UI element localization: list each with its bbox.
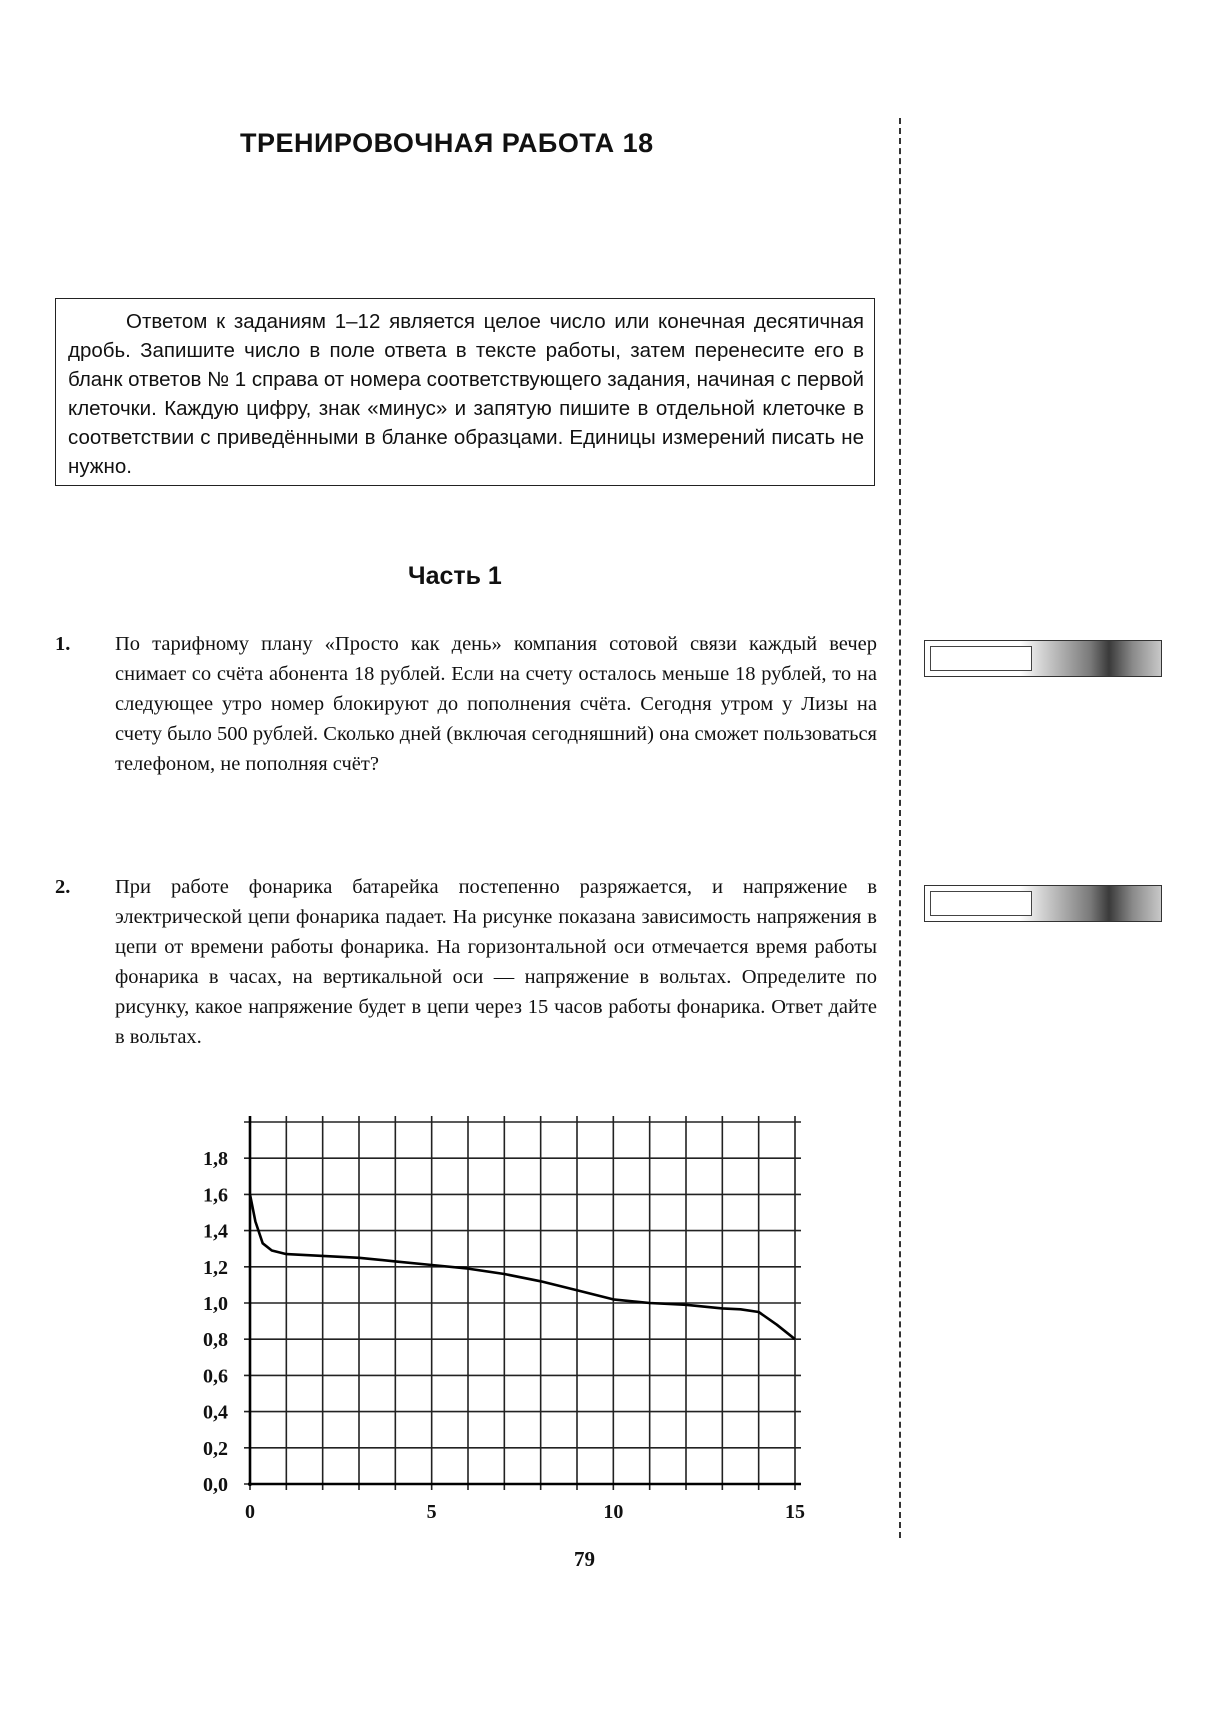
page-title: ТРЕНИРОВОЧНАЯ РАБОТА 18 (240, 128, 654, 158)
chart-series (250, 1194, 795, 1339)
y-tick-label: 1,6 (203, 1184, 228, 1207)
answer-box-2-field[interactable] (930, 891, 1032, 916)
y-tick-label: 1,0 (203, 1293, 228, 1315)
y-tick-label: 0,2 (203, 1437, 228, 1460)
task-2-text: При работе фонарика батарейка постепенно разряжается, и напряжение в электрической цепи фонарика падает. На рисунке показана зависимость напряжения в цепи от времени работы фонарика. На горизонтальной оси отмечается время работы фонарика в часах, на вертикальной оси — напряжение в вольтах. Определите по рисунку, какое напряжение будет в цепи через 15 часов работы фонарика. Ответ дайте в вольтах. (115, 876, 877, 1048)
page-number: 79 (574, 1547, 595, 1571)
task-1 (55, 629, 877, 779)
task-1-text: По тарифному плану «Просто как день» компания сотовой связи каждый вечер снимает со счёта абонента 18 рублей. Если на счету осталось меньше 18 рублей, то на следующее утро номер блокируют до пополнения счёта. Сегодня утром у Лизы на счету было 500 рублей. Сколько дней (включая сегодняшний) она сможет пользоваться телефоном, не пополняя счёт? (115, 633, 877, 775)
x-tick-label: 5 (426, 1501, 437, 1523)
series-line-voltage (250, 1194, 795, 1339)
answer-box-1[interactable] (924, 640, 1162, 677)
y-tick-label: 0,4 (203, 1401, 228, 1424)
y-tick-label: 1,2 (203, 1256, 228, 1279)
instructions-box: Ответом к заданиям 1–12 является целое число или конечная десятичная дробь. Запишите число в поле ответа в тексте работы, затем перенесите его в бланк ответов № 1 справа от номера соответствующего задания, начиная с первой клеточки. Каждую цифру, знак «минус» и запятую пишите в отдельной клеточке в соответствии с приведёнными в бланке образцами. Единицы измерений писать не нужно. (55, 298, 875, 486)
part-title: Часть 1 (408, 562, 502, 590)
task-2 (55, 872, 877, 1052)
x-tick-label: 15 (785, 1501, 805, 1523)
x-tick-label: 10 (603, 1501, 624, 1523)
y-tick-label: 1,4 (203, 1220, 228, 1243)
cut-line (899, 118, 901, 1538)
chart-labels (203, 1148, 805, 1523)
y-tick-label: 0,8 (203, 1329, 228, 1352)
x-tick-label: 0 (245, 1501, 255, 1523)
answer-box-2[interactable] (924, 885, 1162, 922)
y-tick-label: 0,0 (203, 1474, 228, 1496)
y-tick-label: 1,8 (203, 1148, 228, 1171)
chart-axes (248, 1116, 801, 1486)
chart-grid (244, 1116, 801, 1490)
task-2-number: 2. (55, 876, 71, 898)
y-tick-label: 0,6 (203, 1365, 228, 1388)
task-1-number: 1. (55, 633, 71, 655)
answer-box-1-field[interactable] (930, 646, 1032, 671)
